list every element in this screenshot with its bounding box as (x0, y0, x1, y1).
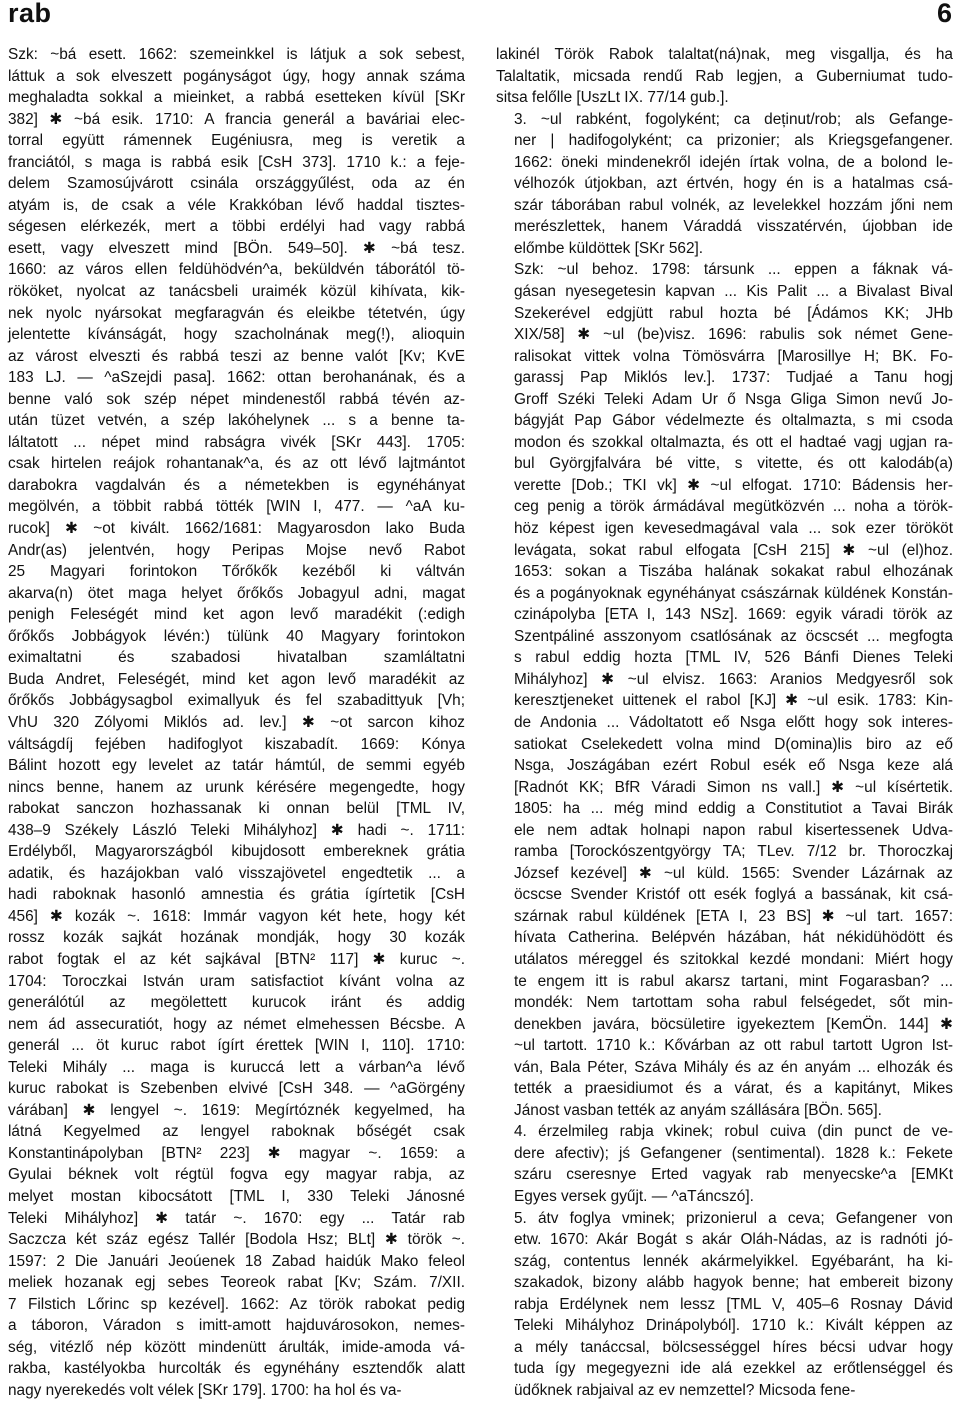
text-line: 7 Filstich Lőrinc sp kezével]. 1662: Az török rabokat pedig (8, 1295, 465, 1313)
text-line: delem Szamosújvárott csinála országgyűlést, oda az én (8, 175, 465, 193)
text-line: ségesen elérkezék, mert a többi erdélyi had vagy rabbá (8, 218, 465, 236)
text-line: csak hirtelen reájok rohantanak^a, és az ott lévő lajtmántot (8, 455, 465, 473)
dictionary-paragraph (496, 1208, 953, 1401)
text-line: 1805: ha ... még mind eddig a Constitutiot a Tavai Birák (514, 800, 953, 818)
text-line: akarva(n) ötet maga helyet őrőkős Jobagyul adni, magat (8, 584, 465, 602)
text-line: Bálint hozott egy levelet az tatár hámtúl, de semmi egyéb (8, 757, 465, 775)
text-line: szár táborában rabul volnék, az levelekkel hozzám jőni nem (514, 196, 953, 214)
text-line: 3. ~ul rabként, fogolyként; ca deținut/rob; als Gefange- (514, 110, 953, 128)
text-line: meghaladta sokkal a mieinket, a rabbá esetteken kívül [SKr (8, 89, 465, 107)
text-line: szág, contentus lennék akármelyikkel. Egyébaránt, ha ki- (514, 1252, 953, 1270)
text-line: Szk: ~bá esett. 1662: szemeinkkel is látjuk a sok sebest, (8, 46, 465, 63)
text-line: hadi raboknak hasonló amnestia és grátia ígírtetik [CsH (8, 886, 465, 904)
text-line: Szekerével edgjütt rabul hozta bé [Ádámos KK; JHb (514, 304, 953, 322)
text-line: a táboron, Váradon s imitt-amott hajduvárosokon, nemes- (8, 1317, 465, 1335)
dictionary-paragraph (496, 44, 953, 109)
text-line: rucok] ✱ ~ot kivált. 1662/1681: Magyarosdon lako Buda (8, 520, 465, 538)
text-line: vélhozók útjokban, azt értvén, hogy én is a hatalmas csá- (514, 175, 953, 193)
text-line: a mély tanáccsal, bölcsességgel híres bécsi udvar hogy (514, 1338, 953, 1356)
left-column (8, 44, 465, 1399)
text-line: Szentpáliné asszonyom csatlósának az öcscsét ... megfogta (514, 627, 953, 645)
text-line: adatik, és hazájokban való visszajövetel engedtetik ... a (8, 864, 465, 882)
text-line: generál ... öt kuruc rabot ígírt érettek [WIN I, 110]. 1710: (8, 1037, 465, 1055)
text-line: öcscse Svender Kristóf ott esék foglyá a bassának, kit csá- (514, 886, 953, 904)
text-line: keresztjeneket uittenek el rabol [KJ] ✱ ~ul esik. 1783: Kin- (514, 692, 953, 710)
text-line: szakadok, bizony alább hagyok benne; hat embereit bizony (514, 1274, 953, 1292)
text-line: az várost elveszti és rabbá teszi az benne valót [Kv; KvE (8, 347, 465, 365)
text-line: Talaltatik, micsada rendű Rab legjen, a Guberniumat tudo- (496, 67, 953, 85)
text-line: Konstantinápolyban [BTN² 223] ✱ magyar ~. 1659: a (8, 1144, 465, 1162)
text-line: 1660: az város ellen feldühödvén^a, beküldvén táborától tö- (8, 261, 465, 279)
text-line: ceg penig a török ármádával megütközvén ... noha a török- (514, 498, 953, 516)
text-line: Groff Széki Teleki Adam Ur ő Nsga Gliga Simon nevű Jo- (514, 390, 953, 408)
text-line: Jánost vasban tették az anyám szállására [BÖn. 565]. (514, 1101, 882, 1119)
text-line: ség, vitézlő nép között mindenütt árulták, imide-amoda vá- (8, 1338, 465, 1356)
text-line: 183 LJ. — ^aSzejdi pasa]. 1662: ottan berohanának, és a (8, 369, 465, 387)
text-line: jelentette kívánságát, hogy szacholnának meg(!), alioquin (8, 326, 465, 344)
text-line: nagy nyerekedés volt vélek [SKr 179]. 1700: ha hol és va- (8, 1381, 402, 1399)
text-line: rossz kozák sajkát hozának mondják, hogy 30 kozák (8, 929, 465, 947)
text-line: penigh Feleségét mind ket agon levő maradékit (:edigh (8, 606, 465, 624)
text-line: megölvén, a többit rabbá tötték [WIN I, 477. — ^aA ku- (8, 498, 465, 516)
text-line: látná Kegyelmed az lengyel raboknak bőségét csak (8, 1123, 465, 1141)
text-line: ~ul tartott. 1710 k.: Kővárban az ott rabul tartott Ugron Ist- (514, 1037, 953, 1055)
text-line: bul Györgjfalvára bé vitte, s vitette, és ott kalodáb(a) (514, 455, 953, 473)
text-line: után tüzet vetvén, a szép lakóhelynek ... s a benne ta- (8, 412, 465, 430)
text-line: őrőkős Jobbágysagbol eximallyuk és fel szabadittyuk [Vh; (8, 692, 465, 710)
text-line: nem ád assecuratiót, hogy az német elmehessen Bécsbe. A (8, 1015, 465, 1033)
text-line: Szk: ~ul behoz. 1798: társunk ... eppen a fáknak vá- (514, 261, 953, 279)
text-line: száru cseresnye Erted vagyak rab menyecske^a [EMKt (514, 1166, 953, 1184)
text-line: te engem itt is rabul akarsz tartani, mint Fogarasban? ... (514, 972, 953, 990)
text-line: rököket, nyolcat az tanácsbeli uraimék közül kihívata, kik- (8, 283, 465, 301)
text-line: eximaltatni és szabadosi hivatalban szamláltatni (8, 649, 465, 667)
text-line: Erdélyből, Magyarországból kibujdosott embereknek grátia (8, 843, 465, 861)
text-line: melyet mostan kibocsátott [TML I, 330 Teleki Jánosné (8, 1187, 465, 1205)
text-line: utálatos méreggel és szitokkal kezdé mondani: Miért hogy (514, 950, 953, 968)
text-line: etw. 1670: Akár Bogát s akár Oláh-Nádas, az is radnóti jó- (514, 1231, 953, 1249)
text-line: Nsga, Joszágában ezért Robul esék eő Nsga keze alá (514, 757, 953, 775)
text-line: kuruc rabokat is Szebenben elvivé [CsH 348. — ^aGörgény (8, 1080, 465, 1098)
dictionary-paragraph (496, 1121, 953, 1207)
text-line: esett, vagy elveszett mind [BÖn. 549–50]. ✱ ~bá tesz. (8, 239, 465, 257)
text-line: atyám is, de csak a véle Krakkóban lévő haddal tisztes- (8, 196, 465, 214)
text-line: XIX/58] ✱ ~ul (be)visz. 1696: rabulis sok német Gene- (514, 326, 953, 344)
text-line: VhU 320 Zólyomi Miklós ad. lev.] ✱ ~ot sarcon kihoz (8, 713, 465, 731)
text-line: s rabul eddig hozta [TML IV, 526 Bánfi Dienes Teleki (514, 649, 953, 667)
text-line: ralisokat vittek volna Tömösvárra [Marosillye H; BK. Fo- (514, 347, 953, 365)
text-line: Teleki Mihályhoz Drinápolyból]. 1710 k.: Kivált képpen az (514, 1317, 953, 1335)
dictionary-paragraph (8, 44, 465, 1401)
text-line: 438–9 Székely László Teleki Mihályhoz] ✱ hadi ~. 1711: (8, 821, 465, 839)
text-line: lakinél Török Rabok talaltat(ná)nak, meg visgallja, és ha (496, 46, 953, 63)
text-line: torral együtt rámennek Eugéniusra, meg is veretik a (8, 132, 465, 150)
text-line: benne való sok szép népet mindenestől rabbá tévén az- (8, 390, 465, 408)
text-line: ramba [Torockószentgyörgy TA; TLev. 7/12 br. Thoroczkaj (514, 843, 953, 861)
text-line: Andr(as) jelentvén, hogy Peripas Mojse nevő Rabot (8, 541, 465, 559)
text-line: darabokra vagdalván és a németekben is egynéhányat (8, 476, 465, 494)
text-line: merészlettek, hanem Váraddá visszatérvén, újobban ide (514, 218, 953, 236)
text-line: üdőknek rabjaival az ev nemzettel? Micsoda fene- (514, 1381, 856, 1399)
text-line: 4. érzelmileg rabja vkinek; robul cuiva (din punct de ve- (514, 1123, 953, 1141)
text-line: ner | hadifogolyként; ca prizonier; als Kriegsgefangener. (514, 132, 953, 150)
text-line: [Radnót KK; BfR Váradi Simon ns vall.] ✱ ~ul kísértetik. (514, 778, 953, 796)
text-line: 1653: sokan a Tiszába halának sokakat rabul elhozának (514, 563, 953, 581)
text-line: sitsa felőlle [UszLt IX. 77/14 gub.]. (496, 89, 729, 107)
text-line: rakba, kastélyokba hurcolták és egynéhány esztendők alatt (8, 1360, 465, 1378)
right-column (496, 44, 953, 1399)
text-line: Teleki Mihályhoz] ✱ tatár ~. 1670: egy ... Tatár rab (8, 1209, 465, 1227)
text-line: 1662: öneki mindenekről idején írtak volna, de a bolond le- (514, 153, 953, 171)
running-headword: rab (8, 0, 52, 28)
text-line: 456] ✱ kozák ~. 1618: Immár vagyon két hete, hogy két (8, 907, 465, 925)
page-number: 6 (936, 0, 952, 28)
text-line: tették a praesidiumot és a várat, és a kapitányt, Mikes (514, 1080, 953, 1098)
text-line: és a pogányoknak egynéhányat császárnak küldének Konstán- (514, 584, 953, 602)
text-line: bágyját Pap Gábor védelmezte és oltalmazta, s mi csoda (514, 412, 953, 430)
text-line: mondék: Nem tartottam soha rabul felségedet, sőt min- (514, 994, 953, 1012)
text-line: őrőkős Jobbágyok lévén:) tülünk 40 Magyary forintokon (8, 627, 465, 645)
text-line: Teleki Mihály ... maga is kurucсá lett a várban^a lévő (8, 1058, 465, 1076)
text-line: denekben javára, böcsületire igyekeztem [KemÖn. 144] ✱ (514, 1015, 953, 1033)
text-line: nincs benne, hanem az urunk kérésére megengedte, hogy (8, 778, 465, 796)
text-line: láltatott ... népet mind rabságra vivék [SKr 443]. 1705: (8, 433, 465, 451)
text-line: dere afectiv); jś Gefangener (sentimental). 1828 k.: Fekete (514, 1144, 953, 1162)
text-line: tuda így megegyezni ide alá ezekkel az erőtlenséggel és (514, 1360, 953, 1378)
text-line: ele nem adtak holnapi napon rabul kisertessenek Udva- (514, 821, 953, 839)
text-line: 1704: Toroczkai István uram satisfactiot kívánt volna az (8, 972, 465, 990)
text-line: nek nyolc nyársokat megfaragván és eleikbe tétetvén, úgy (8, 304, 465, 322)
text-line: rabja Erdélynek nem lessz [TML V, 405–6 Rosnay Dávid (514, 1295, 953, 1313)
text-line: ván, Bala Péter, Száva Mihály és az én anyám ... elhozák és (514, 1058, 953, 1076)
text-line: Egyes versek gyűjt. — ^aTáncszó]. (514, 1187, 754, 1205)
dictionary-paragraph (496, 109, 953, 260)
text-line: előmbe küldöttek [SKr 562]. (514, 239, 704, 257)
text-line: szárnak rabul küldének [ETA I, 23 BS] ✱ ~ul tart. 1657: (514, 907, 953, 925)
text-line: Saczcza két száz egész Tallér [Bodola Hsz; BLt] ✱ török ~. (8, 1231, 465, 1249)
text-line: rabokat sanczon hozhassanak ki onnan belül [TML IV, (8, 800, 465, 818)
text-line: 25 Magyari forintokon Tőrőkők kezéből ki váltván (8, 563, 465, 581)
text-line: de Andonia ... Vádoltatott eő Nsga előtt hogy sok interes- (514, 713, 953, 731)
text-line: József kezével] ✱ ~ul küld. 1565: Svender Lázárnak az (514, 864, 953, 882)
text-line: garassj Pap Miklós lev.]. 1737: Tudjaé a Tanu hogj (514, 369, 953, 387)
text-line: gásan nyesegetesin kapvan ... Kis Palit ... a Bivalast Bival (514, 283, 953, 301)
text-line: franciától, s maga is rabbá esik [CsH 373]. 1710 k.: a feje- (8, 153, 465, 171)
text-line: czinápolyba [ETA I, 143 NSz]. 1669: egyik váradi török az (514, 606, 953, 624)
text-line: 382] ✱ ~bá esik. 1710: A francia generál a baváriai elec- (8, 110, 465, 128)
text-line: Mihályhoz] ✱ ~ul elvisz. 1663: Aranios Medgyesről sok (514, 670, 953, 688)
text-line: generálótúl az megölettett kurucok iránt és addig (8, 994, 465, 1012)
text-line: höz képest igen kevesedmagával vala ... sok ezer törököt (514, 520, 953, 538)
text-line: 1597: 2 Die Januári Jeoúenek 18 Zabad haidúk Mako feleol (8, 1252, 465, 1270)
text-line: várában] ✱ lengyel ~. 1619: Megírtóznék kegyelmed, ha (8, 1101, 465, 1119)
page-header (8, 0, 952, 30)
text-line: láttuk a sok elveszett pogányságot úgy, hogy annak száma (8, 67, 465, 85)
dictionary-paragraph (496, 259, 953, 1121)
text-line: levágata, sokat rabul elfogata [CsH 215] ✱ ~ul (el)hoz. (514, 541, 953, 559)
text-line: meliek hozanak egj sebes Teoreok rabat [Kv; Szám. 7/XII. (8, 1274, 465, 1292)
text-line: 5. átv foglya vminek; prizonierul a ceva; Gefangener von (514, 1209, 953, 1227)
text-line: váltságdíj fejében hadifoglyot kiszabadít. 1669: Kónya (8, 735, 465, 753)
text-line: hívata Catherina. Belépvén házában, hát nékidühödött és (514, 929, 953, 947)
text-line: Gyulai béknek volt régtül fogva egy magyar rabja, az (8, 1166, 465, 1184)
text-line: rabot fogtak el az két sajkával [BTN² 117] ✱ kuruc ~. (8, 950, 465, 968)
text-line: satiokat Cselekedett volna mind D(omina)lis biro az eő (514, 735, 953, 753)
text-line: verette [Dob.; TKI vk] ✱ ~ul elfogat. 1710: Bádensis her- (514, 476, 953, 494)
text-line: modon és szokkal oltalmazta, és ott el hadtaé vagj ugjan ra- (514, 433, 953, 451)
text-line: Buda Andret, Feleségét, mind ket agon levő maradékit az (8, 670, 465, 688)
